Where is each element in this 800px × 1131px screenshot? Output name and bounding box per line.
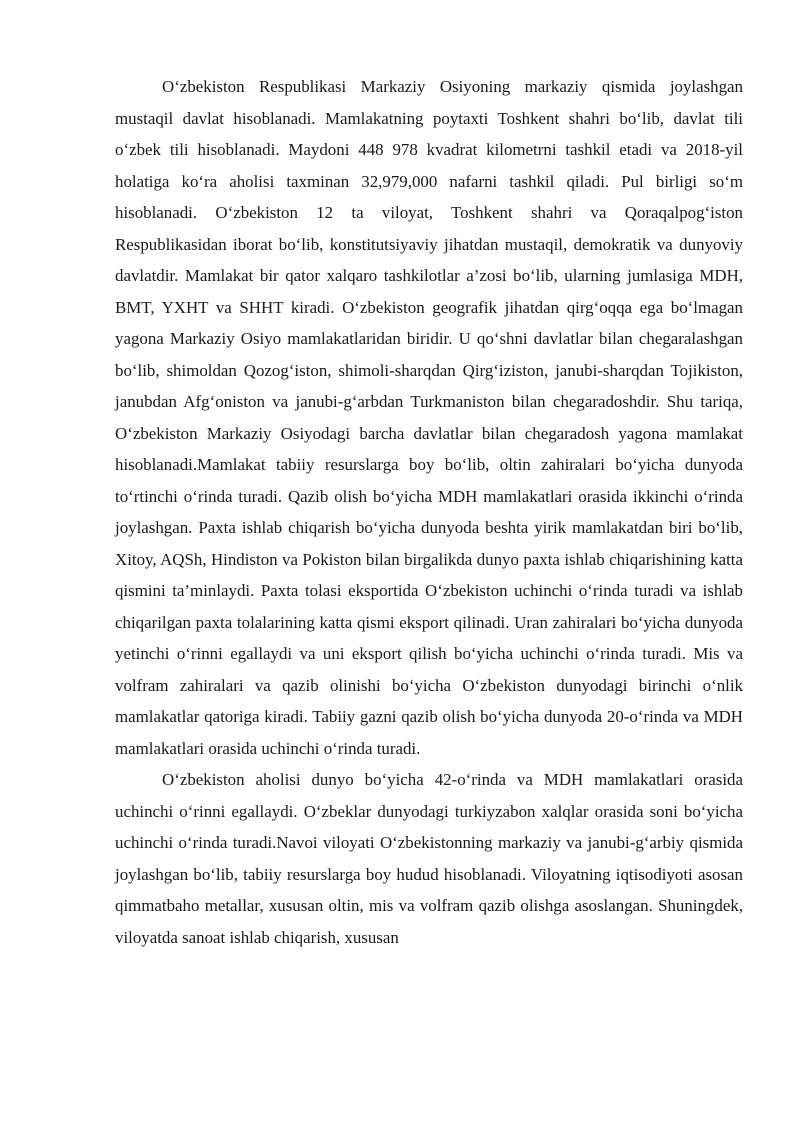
document-body (115, 71, 743, 953)
paragraph-1: O‘zbekiston Respublikasi Markaziy Osiyoning markaziy qismida joylashgan mustaqil davlat hisoblanadi. Mamlakatning poytaxti Toshkent shahri bo‘lib, davlat tili o‘zbek tili hisoblanadi. Maydoni 448 978 kvadrat kilometrni tashkil etadi va 2018-yil holatiga ko‘ra aholisi taxminan 32,979,000 nafarni tashkil qiladi. Pul birligi so‘m hisoblanadi. O‘zbekiston 12 ta viloyat, Toshkent shahri va Qoraqalpog‘iston Respublikasidan iborat bo‘lib, konstitutsiyaviy jihatdan mustaqil, demokratik va dunyoviy davlatdir. Mamlakat bir qator xalqaro tashkilotlar a’zosi bo‘lib, ularning jumlasiga MDH, BMT, YXHT va SHHT kiradi. O‘zbekiston geografik jihatdan qirg‘oqqa ega bo‘lmagan yagona Markaziy Osiyo mamlakatlaridan biridir. U qo‘shni davlatlar bilan chegaralashgan bo‘lib, shimoldan Qozog‘iston, shimoli-sharqdan Qirg‘iziston, janubi-sharqdan Tojikiston, janubdan Afg‘oniston va janubi-g‘arbdan Turkmaniston bilan chegaradoshdir. Shu tariqa, O‘zbekiston Markaziy Osiyodagi barcha davlatlar bilan chegaradosh yagona mamlakat hisoblanadi.Mamlakat tabiiy resurslarga boy bo‘lib, oltin zahiralari bo‘yicha dunyoda to‘rtinchi o‘rinda turadi. Qazib olish bo‘yicha MDH mamlakatlari orasida ikkinchi o‘rinda joylashgan. Paxta ishlab chiqarish bo‘yicha dunyoda beshta yirik mamlakatdan biri bo‘lib, Xitoy, AQSh, Hindiston va Pokiston bilan birgalikda dunyo paxta ishlab chiqarishining katta qismini ta’minlaydi. Paxta tolasi eksportida O‘zbekiston uchinchi o‘rinda turadi va ishlab chiqarilgan paxta tolalarining katta qismi eksport qilinadi. Uran zahiralari bo‘yicha dunyoda yetinchi o‘rinni egallaydi va uni eksport qilish bo‘yicha uchinchi o‘rinda turadi. Mis va volfram zahiralari va qazib olinishi bo‘yicha O‘zbekiston dunyodagi birinchi o‘nlik mamlakatlar qatoriga kiradi. Tabiiy gazni qazib olish bo‘yicha dunyoda 20-o‘rinda va MDH mamlakatlari orasida uchinchi o‘rinda turadi. (115, 77, 743, 758)
paragraph-2: O‘zbekiston aholisi dunyo bo‘yicha 42-o‘rinda va MDH mamlakatlari orasida uchinchi o‘rinni egallaydi. O‘zbeklar dunyodagi turkiyzabon xalqlar orasida soni bo‘yicha uchinchi o‘rinda turadi.Navoi viloyati O‘zbekistonning markaziy va janubi-g‘arbiy qismida joylashgan bo‘lib, tabiiy resurslarga boy hudud hisoblanadi. Viloyatning iqtisodiyoti asosan qimmatbaho metallar, xususan oltin, mis va volfram qazib olishga asoslangan. Shuningdek, viloyatda sanoat ishlab chiqarish, xususan (115, 770, 743, 947)
